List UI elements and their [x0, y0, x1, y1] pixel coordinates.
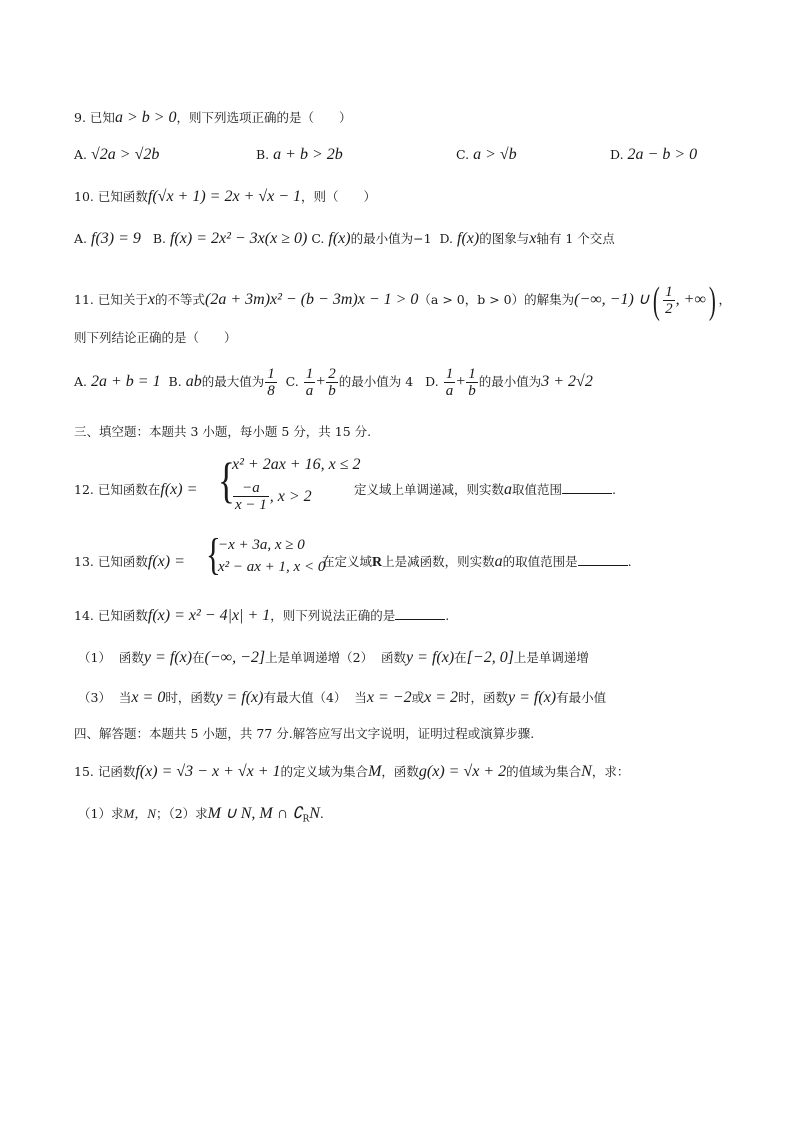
- option-c: C. f(x)的最小值为−1: [311, 230, 432, 247]
- question-14-stem: 14. 已知函数f(x) = x² − 4|x| + 1，则下列说法正确的是 .: [74, 607, 450, 624]
- option-c: C. $\frac{1}{a}$ + $\frac{2}{b}$ 的最小值为 4: [285, 366, 414, 399]
- option-b: B. ab的最大值为 $\frac{1}{8}$: [168, 366, 275, 399]
- question-11-line2: 则下列结论正确的是（ ）: [74, 330, 237, 345]
- answer-blank[interactable]: [578, 553, 628, 566]
- answer-blank[interactable]: [562, 481, 612, 494]
- option-b: B. a + b > 2b: [256, 146, 343, 163]
- question-9-stem: 9. 已知a > b > 0，则下列选项正确的是（ ）: [74, 109, 352, 126]
- left-paren: (: [652, 279, 660, 322]
- question-15-subquestions: （1）求M，N；（2）求M ∪ N, M ∩ $∁_RN$.: [78, 805, 324, 825]
- option-a: A. f(3) = 9: [74, 230, 141, 247]
- left-brace: {: [206, 530, 221, 579]
- answer-blank[interactable]: [395, 607, 445, 620]
- option-c: C. a > √b: [456, 146, 517, 163]
- question-12-case1: x² + 2ax + 16, x ≤ 2: [232, 456, 361, 473]
- question-12-case2: $\frac{-a}{x - 1}$ , x > 2: [235, 480, 312, 513]
- question-12-lead: 12. 已知函数在f(x) =: [74, 481, 198, 498]
- option-a: A. 2a + b = 1: [74, 373, 161, 390]
- option-a: A. √2a > √2b: [74, 146, 160, 163]
- question-11-options: [74, 362, 593, 402]
- section-3-heading: 三、填空题：本题共 3 小题，每小题 5 分，共 15 分.: [74, 424, 372, 439]
- right-paren: ): [708, 279, 716, 322]
- option-d: D. f(x)的图象与x轴有 1 个交点: [439, 230, 615, 247]
- question-13-case2: x² − ax + 1, x < 0: [218, 559, 326, 575]
- question-10-stem: 10. 已知函数f(√x + 1) = 2x + √x − 1，则（ ）: [74, 188, 377, 205]
- question-13-case1: −x + 3a, x ≥ 0: [218, 537, 305, 553]
- question-15-stem: 15. 记函数f(x) = √3 − x + √x + 1的定义域为集合M，函数g(x) = √x + 2的值域为集合N，求：: [74, 763, 630, 780]
- option-d: D. $\frac{1}{a}$ + $\frac{1}{b}$ 的最小值为3 + 2√2: [425, 366, 593, 399]
- question-14-items-1-2: （1） 函数y = f(x)在(−∞, −2]上是单调递增（2） 函数y = f(x)在[−2, 0]上是单调递增: [78, 649, 589, 666]
- option-b: B. f(x) = 2x² − 3x(x ≥ 0): [152, 230, 308, 247]
- question-13-tail: 在定义域R上是减函数，则实数a的取值范围是 .: [322, 553, 632, 570]
- fraction-one-half: $\frac{1}{2}$: [665, 284, 673, 317]
- question-12-tail: 定义域上单调递减，则实数a取值范围 .: [354, 481, 617, 498]
- question-13-lead: 13. 已知函数f(x) =: [74, 553, 185, 570]
- question-11-stem: 11. 已知关于x的不等式(2a + 3m)x² − (b − 3m)x − 1 > 0（a > 0，b > 0）的解集为(−∞, −1) ∪( $\frac{1}{2}$ , +∞) ，: [74, 279, 732, 322]
- question-10-options: [74, 229, 615, 249]
- section-4-heading: 四、解答题：本题共 5 小题，共 77 分.解答应写出文字说明，证明过程或演算步骤.: [74, 726, 535, 741]
- option-d: D. 2a − b > 0: [610, 146, 698, 163]
- question-14-items-3-4: （3） 当x = 0时，函数y = f(x)有最大值（4） 当x = −2或x = 2时，函数y = f(x)有最小值: [78, 689, 607, 706]
- left-brace: {: [218, 452, 235, 508]
